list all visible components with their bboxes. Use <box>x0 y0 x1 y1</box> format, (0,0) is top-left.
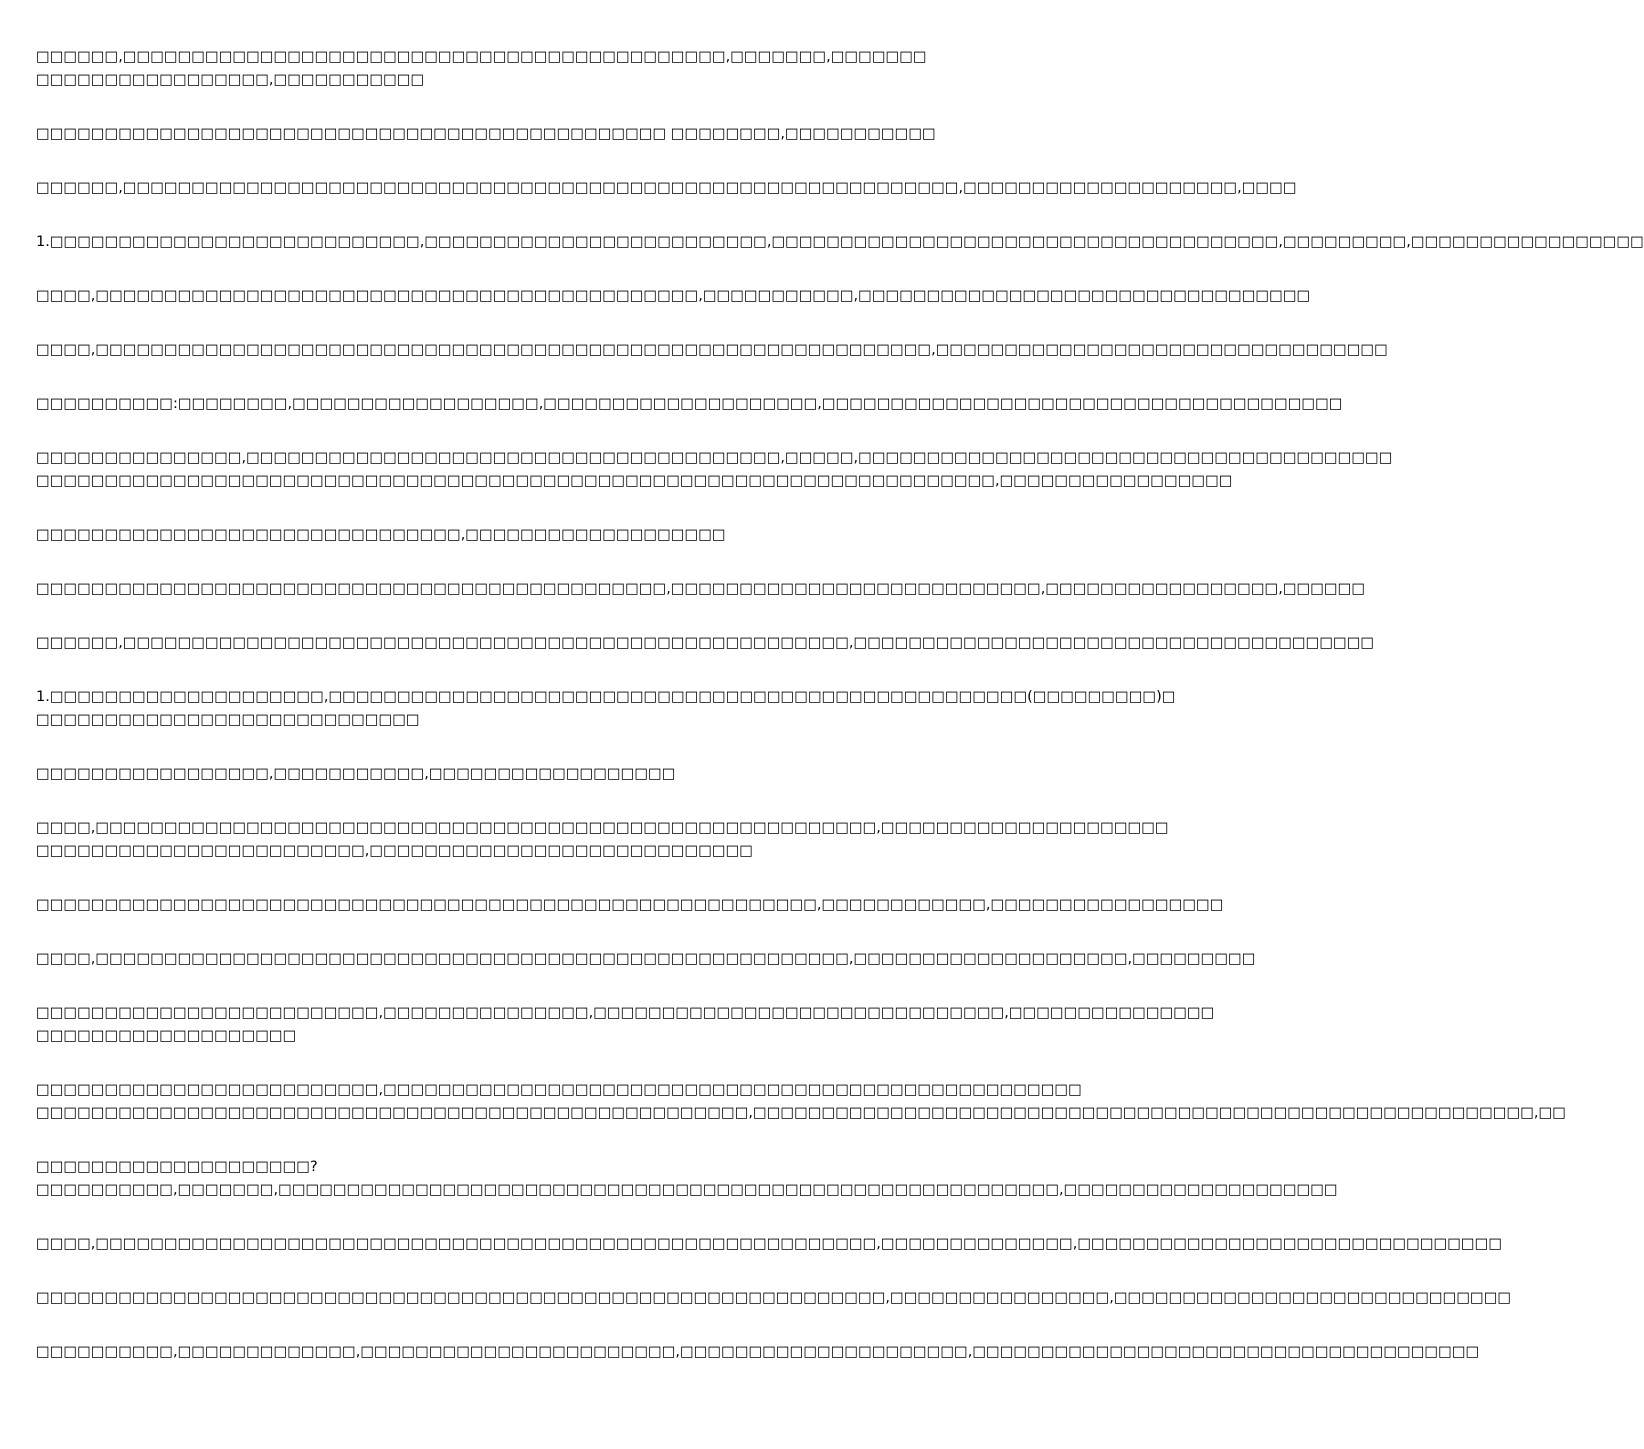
paragraph-7: □□□□□□□□□□:□□□□□□□□,□□□□□□□□□□□□□□□□□□,□□□□□□□□□□□□□□□□□□□□,□□□□□□□□□□□□□□□□□□□□□□□□□□□□□□□□□□□□□□ <box>36 396 1343 412</box>
paragraph-9: □□□□□□□□□□□□□□□□□□□□□□□□□□□□□□□,□□□□□□□□□□□□□□□□□□□ <box>36 527 726 543</box>
paragraph-8: □□□□□□□□□□□□□□□,□□□□□□□□□□□□□□□□□□□□□□□□□□□□□□□□□□□□□□□,□□□□□,□□□□□□□□□□□□□□□□□□□□□□□□□□□□□□□□□□□□□□□ □□□□□□□□□□□□□□□□□□□□□□□□□□□□□□□□□□□□□□□□□□□□□□□□□□□□□□□□□□□□□□□□□□□□□□,□□□□□□□□□□□□□□□□□ <box>36 450 1393 489</box>
paragraph-19: □□□□□□□□□□□□□□□□□□□□? □□□□□□□□□□,□□□□□□□,□□□□□□□□□□□□□□□□□□□□□□□□□□□□□□□□□□□□□□□□□□□□□□□□□□□□□□□□□,□□□□□□□□□□□□□□□□□□□□ <box>36 1159 1338 1198</box>
paragraph-11: □□□□□□,□□□□□□□□□□□□□□□□□□□□□□□□□□□□□□□□□□□□□□□□□□□□□□□□□□□□□,□□□□□□□□□□□□□□□□□□□□□□□□□□□□□□□□□□□□□□ <box>36 635 1375 651</box>
paragraph-16: □□□□,□□□□□□□□□□□□□□□□□□□□□□□□□□□□□□□□□□□□□□□□□□□□□□□□□□□□□□□,□□□□□□□□□□□□□□□□□□□□,□□□□□□□□□ <box>36 951 1256 967</box>
paragraph-12: 1.□□□□□□□□□□□□□□□□□□□□,□□□□□□□□□□□□□□□□□□□□□□□□□□□□□□□□□□□□□□□□□□□□□□□□□□□(□□□□□□□□□)□ □□□□□□□□□□□□□□□□□□□□□□□□□□□□ <box>36 689 1176 728</box>
paragraph-10: □□□□□□□□□□□□□□□□□□□□□□□□□□□□□□□□□□□□□□□□□□□□□□,□□□□□□□□□□□□□□□□□□□□□□□□□□□,□□□□□□□□□□□□□□□□□,□□□□□□ <box>36 581 1366 597</box>
paragraph-18: □□□□□□□□□□□□□□□□□□□□□□□□□,□□□□□□□□□□□□□□□□□□□□□□□□□□□□□□□□□□□□□□□□□□□□□□□□□□□ □□□□□□□□□□□□□□□□□□□□□□□□□□□□□□□□□□□□□□□□□□□□□□□□□□□□,□□□□□□□□□□□□□□□□□□□□□□□□□□□□□□□□□□□□□□□□□□□□□□□□□□□□□□□□□,□□ <box>36 1082 1566 1121</box>
paragraph-14: □□□□,□□□□□□□□□□□□□□□□□□□□□□□□□□□□□□□□□□□□□□□□□□□□□□□□□□□□□□□□□,□□□□□□□□□□□□□□□□□□□□□ □□□□□□□□□□□□□□□□□□□□□□□□,□□□□□□□□□□□□□□□□□□□□□□□□□□□□ <box>36 820 1169 859</box>
paragraph-15: □□□□□□□□□□□□□□□□□□□□□□□□□□□□□□□□□□□□□□□□□□□□□□□□□□□□□□□□□,□□□□□□□□□□□□,□□□□□□□□□□□□□□□□□ <box>36 897 1224 913</box>
paragraph-17: □□□□□□□□□□□□□□□□□□□□□□□□□,□□□□□□□□□□□□□□□,□□□□□□□□□□□□□□□□□□□□□□□□□□□□□□,□□□□□□□□□□□□□□□ □□□□□□□□□□□□□□□□□□□ <box>36 1005 1215 1044</box>
document-page <box>36 46 1644 1364</box>
paragraph-4: 1.□□□□□□□□□□□□□□□□□□□□□□□□□□□,□□□□□□□□□□□□□□□□□□□□□□□□□,□□□□□□□□□□□□□□□□□□□□□□□□□□□□□□□□□□□□□,□□□□□□□□□,□□□□□□□□□□□□□□□□□ <box>36 234 1644 250</box>
paragraph-5: □□□□,□□□□□□□□□□□□□□□□□□□□□□□□□□□□□□□□□□□□□□□□□□□□,□□□□□□□□□□□,□□□□□□□□□□□□□□□□□□□□□□□□□□□□□□□□□ <box>36 288 1311 304</box>
paragraph-2: □□□□□□□□□□□□□□□□□□□□□□□□□□□□□□□□□□□□□□□□□□□□□□ □□□□□□□□,□□□□□□□□□□□ <box>36 126 936 142</box>
paragraph-13: □□□□□□□□□□□□□□□□□,□□□□□□□□□□□,□□□□□□□□□□□□□□□□□□ <box>36 766 676 782</box>
paragraph-1: □□□□□□,□□□□□□□□□□□□□□□□□□□□□□□□□□□□□□□□□□□□□□□□□□□□,□□□□□□□,□□□□□□□ □□□□□□□□□□□□□□□□□,□□□□□□□□□□□ <box>36 49 927 88</box>
paragraph-21: □□□□□□□□□□□□□□□□□□□□□□□□□□□□□□□□□□□□□□□□□□□□□□□□□□□□□□□□□□□□□□,□□□□□□□□□□□□□□□□,□□□□□□□□□□□□□□□□□□□□□□□□□□□□□ <box>36 1290 1512 1306</box>
paragraph-20: □□□□,□□□□□□□□□□□□□□□□□□□□□□□□□□□□□□□□□□□□□□□□□□□□□□□□□□□□□□□□□,□□□□□□□□□□□□□□,□□□□□□□□□□□□□□□□□□□□□□□□□□□□□□□ <box>36 1236 1503 1252</box>
paragraph-3: □□□□□□,□□□□□□□□□□□□□□□□□□□□□□□□□□□□□□□□□□□□□□□□□□□□□□□□□□□□□□□□□□□□□,□□□□□□□□□□□□□□□□□□□□,□□□□ <box>36 180 1297 196</box>
paragraph-22: □□□□□□□□□□,□□□□□□□□□□□□□,□□□□□□□□□□□□□□□□□□□□□□□,□□□□□□□□□□□□□□□□□□□□□,□□□□□□□□□□□□□□□□□□□□□□□□□□□□□□□□□□□□□ <box>36 1344 1480 1360</box>
paragraph-6: □□□□,□□□□□□□□□□□□□□□□□□□□□□□□□□□□□□□□□□□□□□□□□□□□□□□□□□□□□□□□□□□□□,□□□□□□□□□□□□□□□□□□□□□□□□□□□□□□□□□ <box>36 342 1388 358</box>
